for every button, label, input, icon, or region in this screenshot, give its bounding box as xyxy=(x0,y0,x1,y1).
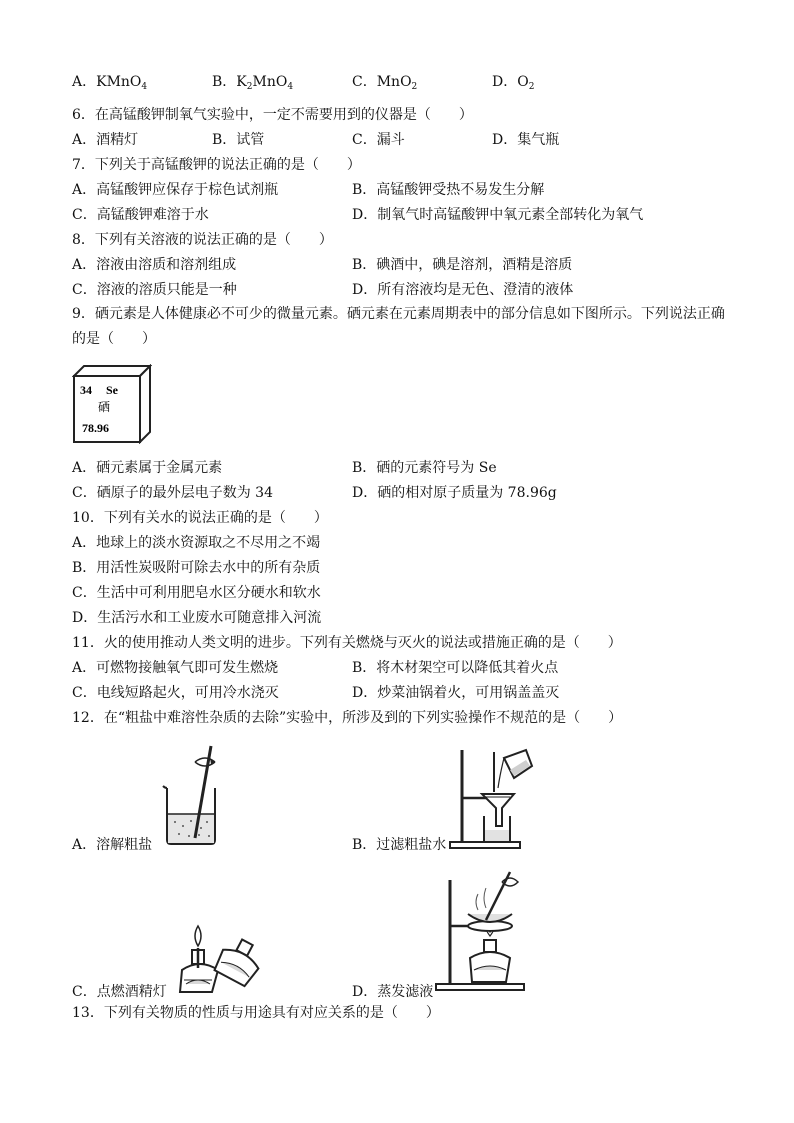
q11-option-c: C．电线短路起火，可用冷水浇灭 xyxy=(72,685,279,701)
q6-stem: 6．在高锰酸钾制氧气实验中，一定不需要用到的仪器是（ ） xyxy=(72,107,473,123)
element-name: 硒 xyxy=(98,400,111,414)
q7-option-b: B．高锰酸钾受热不易发生分解 xyxy=(352,182,545,198)
q10-option-d: D．生活污水和工业废水可随意排入河流 xyxy=(72,610,322,626)
q5-b-sub: 2 xyxy=(246,82,253,92)
element-mass: 78.96 xyxy=(82,421,109,435)
q11-option-d: D．炒菜油锅着火，可用锅盖盖灭 xyxy=(352,685,560,701)
q12-option-b: B．过滤粗盐水 xyxy=(352,837,447,853)
q5-a-sub: 4 xyxy=(141,82,148,92)
q9-stem-line2: 的是（ ） xyxy=(72,331,156,347)
q8-stem: 8．下列有关溶液的说法正确的是（ ） xyxy=(72,232,333,248)
q5-option-c xyxy=(352,72,417,97)
q7-option-d: D．制氧气时高锰酸钾中氧元素全部转化为氧气 xyxy=(352,207,644,223)
q5-d-sub: 2 xyxy=(528,82,535,92)
q5-option-d xyxy=(492,72,534,97)
q5-a-text: A．KMnO xyxy=(72,74,142,90)
evaporation-figure xyxy=(430,866,530,994)
q9-option-a: A．硒元素属于金属元素 xyxy=(72,460,223,476)
q5-b-text: B．K xyxy=(212,74,247,90)
q6-option-b: B．试管 xyxy=(212,132,265,148)
q9-option-b: B．硒的元素符号为 Se xyxy=(352,460,497,476)
q10-option-b: B．用活性炭吸附可除去水中的所有杂质 xyxy=(72,560,321,576)
q8-option-b: B．碘酒中，碘是溶剂，酒精是溶质 xyxy=(352,257,573,273)
q9-option-c: C．硒原子的最外层电子数为 34 xyxy=(72,485,273,501)
q7-option-c: C．高锰酸钾难溶于水 xyxy=(72,207,209,223)
q5-c-text: C．MnO xyxy=(352,74,412,90)
q10-option-c: C．生活中可利用肥皂水区分硬水和软水 xyxy=(72,585,321,601)
q7-stem: 7．下列关于高锰酸钾的说法正确的是（ ） xyxy=(72,157,361,173)
alcohol-lamp-figure xyxy=(170,918,280,994)
q11-option-b: B．将木材架空可以降低其着火点 xyxy=(352,660,559,676)
q8-option-a: A．溶液由溶质和溶剂组成 xyxy=(72,257,237,273)
q12-stem: 12．在“粗盐中难溶性杂质的去除”实验中，所涉及到的下列实验操作不规范的是（ ） xyxy=(72,710,623,726)
q12-option-d: D．蒸发滤液 xyxy=(352,984,434,1000)
q11-stem: 11．火的使用推动人类文明的进步。下列有关燃烧与灭火的说法或措施正确的是（ ） xyxy=(72,635,622,651)
q7-option-a: A．高锰酸钾应保存于棕色试剂瓶 xyxy=(72,182,279,198)
q10-option-a: A．地球上的淡水资源取之不尽用之不竭 xyxy=(72,535,321,551)
q5-c-sub: 2 xyxy=(411,82,418,92)
q12-option-c: C．点燃酒精灯 xyxy=(72,984,167,1000)
q9-stem-line1: 9．硒元素是人体健康必不可少的微量元素。硒元素在元素周期表中的部分信息如下图所示。下列说法正确 xyxy=(72,306,725,322)
element-symbol: Se xyxy=(106,383,118,397)
q5-b-sub2: 4 xyxy=(287,82,294,92)
q13-stem: 13．下列有关物质的性质与用途具有对应关系的是（ ） xyxy=(72,1005,440,1021)
element-number: 34 xyxy=(80,383,92,397)
q6-option-a: A．酒精灯 xyxy=(72,132,139,148)
q11-option-a: A．可燃物接触氧气即可发生燃烧 xyxy=(72,660,279,676)
q12-option-a: A．溶解粗盐 xyxy=(72,837,153,853)
q8-option-c: C．溶液的溶质只能是一种 xyxy=(72,282,237,298)
q5-option-b xyxy=(212,72,293,97)
q5-b-mid: MnO xyxy=(252,74,288,90)
q5-option-a xyxy=(72,72,147,97)
q8-option-d: D．所有溶液均是无色、澄清的液体 xyxy=(352,282,574,298)
selenium-element-card xyxy=(72,364,152,444)
filtration-figure xyxy=(440,744,540,852)
q10-stem: 10．下列有关水的说法正确的是（ ） xyxy=(72,510,328,526)
q5-d-text: D．O xyxy=(492,74,529,90)
dissolving-figure xyxy=(155,742,235,848)
q9-option-d: D．硒的相对原子质量为 78.96g xyxy=(352,485,557,501)
q6-option-d: D．集气瓶 xyxy=(492,132,560,148)
q6-option-c: C．漏斗 xyxy=(352,132,405,148)
